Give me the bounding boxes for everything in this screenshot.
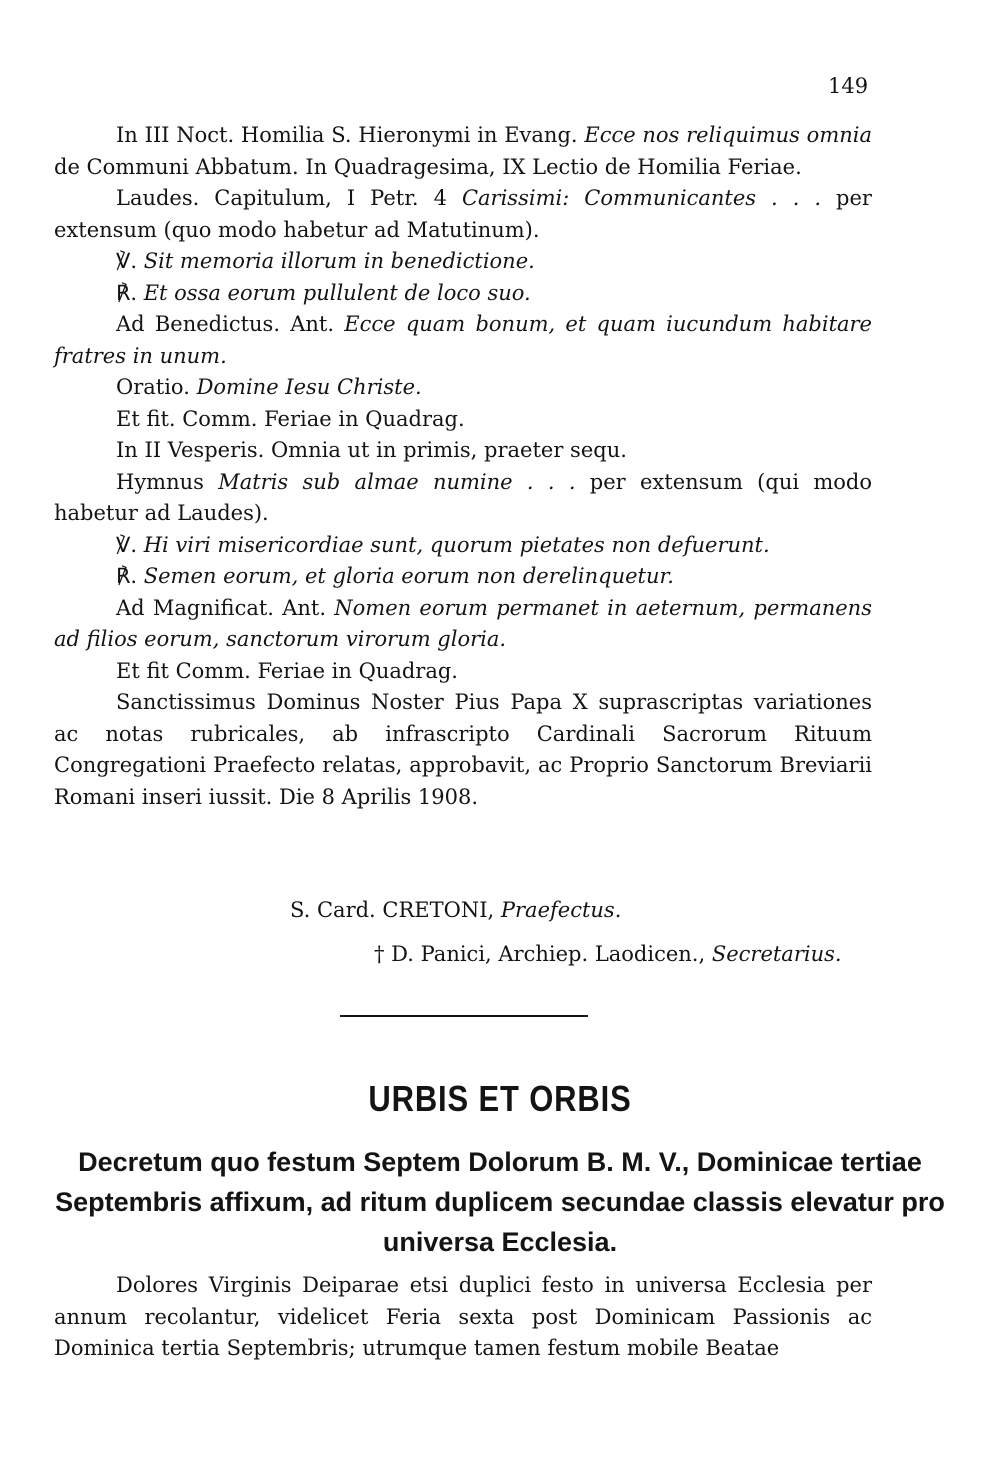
signature-secretary-name: † D. Panici, Archiep. Laodicen., — [374, 942, 712, 966]
text: per extensum (quo modo habetur ad Matutinum). — [54, 186, 872, 242]
text: In II Vesperis. Omnia ut in primis, praeter sequ. — [116, 438, 627, 462]
paragraph — [54, 183, 872, 246]
text: Oratio. — [116, 375, 197, 399]
italic-text: Et ossa eorum pullulent de loco suo. — [143, 280, 531, 305]
italic-text: Matris sub almae numine . . . — [218, 469, 576, 494]
signature-secretary — [374, 939, 842, 971]
paragraph — [54, 467, 872, 530]
text: Et fit Comm. Feriae in Quadrag. — [116, 658, 458, 683]
signature-prefect — [290, 895, 621, 927]
paragraph — [54, 309, 872, 372]
italic-text: Carissimi: Communicantes . . . — [461, 186, 822, 210]
decree-body — [54, 1270, 872, 1365]
signature-secretary-title: Secretarius. — [711, 942, 842, 966]
italic-text: Semen eorum, et gloria eorum non derelinquetur. — [143, 564, 674, 588]
italic-text: Domine Iesu Christe. — [196, 375, 422, 399]
paragraph — [54, 246, 872, 278]
text: Hymnus — [116, 469, 219, 494]
italic-text: Nomen eorum permanet in aeternum, permanens ad filios eorum, sanctorum virorum gloria. — [54, 595, 872, 651]
text: Laudes. Capitulum, I Petr. 4 — [116, 186, 462, 210]
paragraph — [54, 372, 872, 404]
paragraph — [54, 278, 872, 310]
decree-paragraph: Dolores Virginis Deiparae etsi duplici festo in universa Ecclesia per annum recolantur, videlicet Feria sexta post Dominicam Passionis ac Dominica tertia Septembris; utrumque tamen festum mobile Beatae — [54, 1273, 872, 1360]
rubric-text-block — [54, 120, 872, 813]
text: ℣. — [116, 249, 144, 273]
text: ℣. — [116, 532, 144, 557]
text: In III Noct. Homilia S. Hieronymi in Evang. — [116, 123, 585, 147]
italic-text: Ecce nos reliquimus omnia — [584, 123, 873, 147]
decree-title: URBIS ET ORBIS — [368, 1078, 632, 1119]
text: Et fit. Comm. Feriae in Quadrag. — [116, 406, 465, 431]
decree-subtitle: Decretum quo festum Septem Dolorum B. M. V., Dominicae tertiae Septembris affixum, ad ritum duplicem secundae classis elevatur pro universa Ecclesia. — [55, 1147, 945, 1257]
paragraph — [54, 120, 872, 183]
italic-text: Sit memoria illorum in benedictione. — [143, 249, 535, 273]
italic-text: Hi viri misericordiae sunt, quorum pietates non defuerunt. — [143, 532, 770, 557]
paragraph — [54, 561, 872, 593]
text: Ad Benedictus. Ant. — [116, 312, 345, 336]
text: de Communi Abbatum. In Quadragesima, IX Lectio de Homilia Feriae. — [54, 154, 802, 179]
signature-prefect-name: S. Card. CRETONI, — [290, 898, 501, 922]
text: per extensum (qui modo habetur ad Laudes). — [54, 469, 872, 525]
italic-text: Ecce quam bonum, et quam iucundum habitare fratres in unum. — [54, 312, 872, 368]
text: ℟. — [116, 564, 144, 588]
paragraph — [54, 656, 872, 688]
text: Ad Magnificat. Ant. — [116, 595, 335, 620]
text: Sanctissimus Dominus Noster Pius Papa X suprascriptas variationes ac notas rubricales, ab infrascripto Cardinali Sacrorum Rituum Congregationi Praefecto relatas, approbavit, ac Proprio Sanctorum Breviarii Romani inseri iussit. Die 8 Aprilis 1908. — [54, 690, 872, 809]
paragraph — [54, 593, 872, 656]
text: ℟. — [116, 280, 144, 305]
paragraph — [54, 530, 872, 562]
paragraph — [54, 435, 872, 467]
section-divider — [340, 1015, 588, 1017]
paragraph — [54, 404, 872, 436]
paragraph — [54, 687, 872, 813]
page-number: 149 — [828, 74, 869, 98]
signature-prefect-title: Praefectus. — [500, 898, 622, 922]
